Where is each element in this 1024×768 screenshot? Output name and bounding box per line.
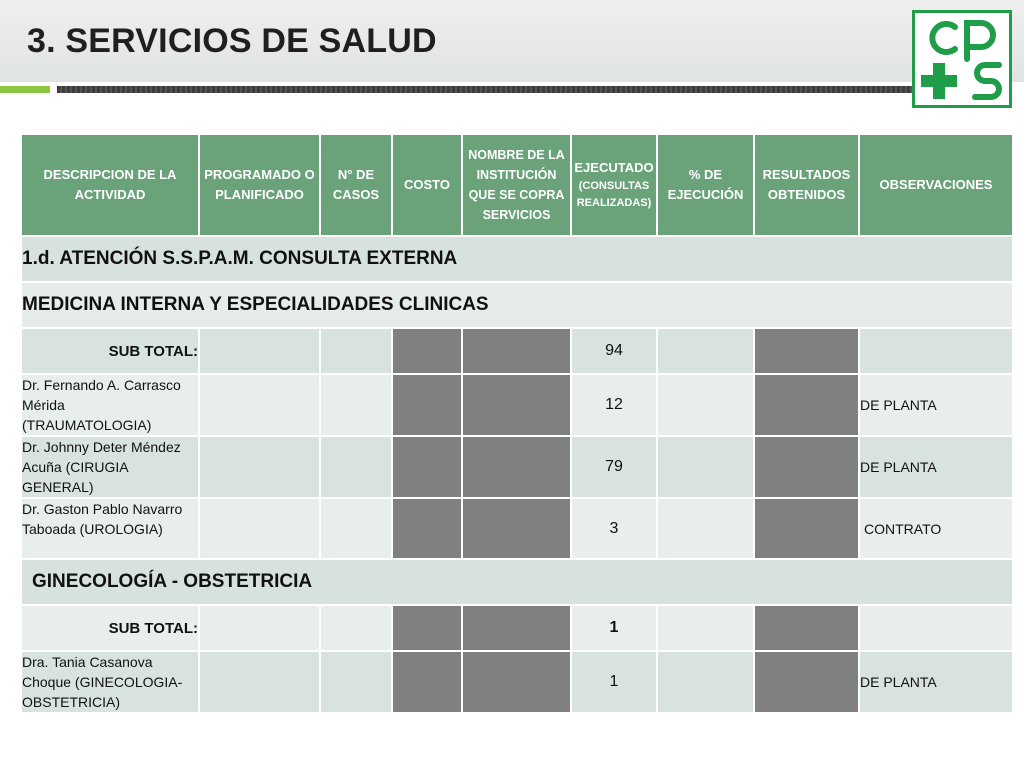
cell-programado — [200, 606, 319, 650]
doctor-name: Dr. Gaston Pablo Navarro Taboada (UROLOGIA) — [22, 499, 198, 558]
cell-resultados — [755, 652, 858, 712]
cell-costo — [393, 375, 461, 435]
header-costo: COSTO — [393, 135, 461, 235]
cell-costo — [393, 499, 461, 558]
cell-porcentaje — [658, 329, 753, 373]
cps-logo-icon — [915, 13, 1009, 105]
header-observaciones: OBSERVACIONES — [860, 135, 1012, 235]
section-row — [22, 560, 1012, 604]
accent-bar-dark — [57, 86, 917, 93]
cell-casos — [321, 375, 391, 435]
cell-institucion — [463, 375, 570, 435]
cell-observaciones — [860, 329, 1012, 373]
cell-programado — [200, 499, 319, 558]
cell-resultados — [755, 375, 858, 435]
subtotal-label: SUB TOTAL: — [22, 606, 198, 650]
cell-observaciones — [860, 606, 1012, 650]
table-row — [22, 437, 1012, 497]
table-row — [22, 499, 1012, 558]
header-ejecutado-label: EJECUTADO — [574, 160, 654, 175]
table-row — [22, 375, 1012, 435]
section-title: 1.d. ATENCIÓN S.S.P.A.M. CONSULTA EXTERNA — [22, 237, 1012, 281]
subtotal-ejecutado: 94 — [572, 329, 656, 373]
cell-porcentaje — [658, 652, 753, 712]
section-title: GINECOLOGÍA - OBSTETRICIA — [22, 560, 1012, 604]
cell-programado — [200, 652, 319, 712]
section-row — [22, 237, 1012, 281]
doctor-name: Dr. Johnny Deter Méndez Acuña (CIRUGIA GENERAL) — [22, 437, 198, 497]
cell-casos — [321, 437, 391, 497]
subtotal-label: SUB TOTAL: — [22, 329, 198, 373]
cell-porcentaje — [658, 499, 753, 558]
doctor-name: Dra. Tania Casanova Choque (GINECOLOGIA-OBSTETRICIA) — [22, 652, 198, 712]
cell-ejecutado: 3 — [572, 499, 656, 558]
cell-institucion — [463, 499, 570, 558]
logo-letter-p — [967, 23, 993, 59]
cell-porcentaje — [658, 375, 753, 435]
cell-institucion — [463, 437, 570, 497]
cell-resultados — [755, 329, 858, 373]
cell-programado — [200, 375, 319, 435]
cell-programado — [200, 329, 319, 373]
section-title: MEDICINA INTERNA Y ESPECIALIDADES CLINICAS — [22, 283, 1012, 327]
cell-casos — [321, 499, 391, 558]
cell-costo — [393, 437, 461, 497]
header-casos: N° DE CASOS — [321, 135, 391, 235]
header-programado: PROGRAMADO O PLANIFICADO — [200, 135, 319, 235]
logo-cross-icon — [921, 63, 957, 99]
cell-resultados — [755, 606, 858, 650]
header-ejecutado-sub: (CONSULTAS REALIZADAS) — [576, 180, 652, 209]
cell-observaciones: DE PLANTA — [860, 375, 1012, 435]
cell-ejecutado: 12 — [572, 375, 656, 435]
services-table — [20, 133, 1014, 714]
header-institucion: NOMBRE DE LA INSTITUCIÓN QUE SE COPRA SERVICIOS — [463, 135, 570, 235]
page-title: 3. SERVICIOS DE SALUD — [27, 22, 437, 60]
cell-casos — [321, 329, 391, 373]
table-header-row — [22, 135, 1012, 235]
cell-costo — [393, 652, 461, 712]
cell-institucion — [463, 606, 570, 650]
cell-programado — [200, 437, 319, 497]
header-resultados: RESULTADOS OBTENIDOS — [755, 135, 858, 235]
cell-institucion — [463, 329, 570, 373]
cell-porcentaje — [658, 437, 753, 497]
subtotal-row — [22, 329, 1012, 373]
accent-bar-green — [0, 86, 50, 93]
cell-resultados — [755, 499, 858, 558]
header-descripcion: DESCRIPCION DE LA ACTIVIDAD — [22, 135, 198, 235]
cell-institucion — [463, 652, 570, 712]
logo-text: cps — [915, 13, 917, 14]
logo-letter-c — [932, 24, 955, 52]
cell-observaciones: CONTRATO — [860, 499, 1012, 558]
cell-ejecutado: 1 — [572, 652, 656, 712]
cell-observaciones: DE PLANTA — [860, 437, 1012, 497]
subtotal-ejecutado: 1 — [572, 606, 656, 650]
table-row — [22, 652, 1012, 712]
cps-logo — [912, 10, 1012, 108]
header-ejecutado — [572, 135, 656, 235]
subtotal-row — [22, 606, 1012, 650]
logo-letter-s — [975, 65, 999, 97]
section-row — [22, 283, 1012, 327]
cell-casos — [321, 606, 391, 650]
cell-casos — [321, 652, 391, 712]
cell-costo — [393, 329, 461, 373]
cell-resultados — [755, 437, 858, 497]
doctor-name: Dr. Fernando A. Carrasco Mérida (TRAUMATOLOGIA) — [22, 375, 198, 435]
cell-ejecutado: 79 — [572, 437, 656, 497]
cell-observaciones: DE PLANTA — [860, 652, 1012, 712]
cell-costo — [393, 606, 461, 650]
header-porcentaje: % DE EJECUCIÓN — [658, 135, 753, 235]
cell-porcentaje — [658, 606, 753, 650]
